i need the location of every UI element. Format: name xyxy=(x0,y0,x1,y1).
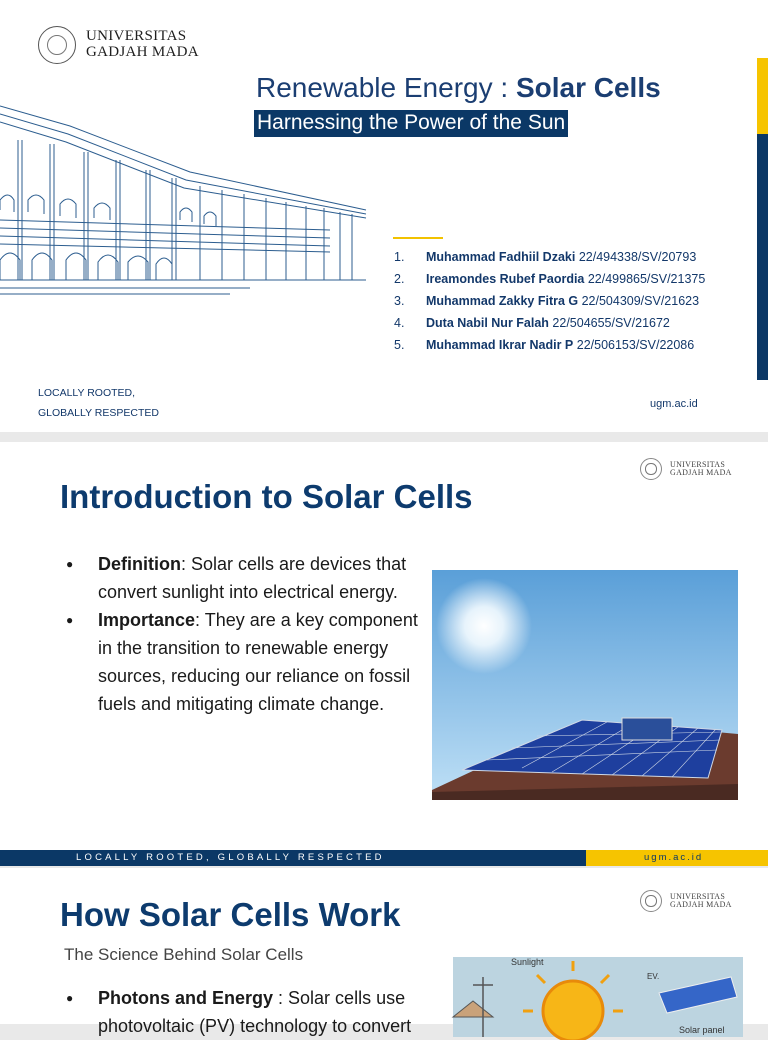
title-bold: Solar Cells xyxy=(515,72,661,103)
label-solar-panel: Solar panel xyxy=(679,1025,725,1035)
footer-url[interactable]: ugm.ac.id xyxy=(586,850,768,866)
building-illustration-icon xyxy=(0,100,372,300)
intro-slide xyxy=(0,442,768,866)
logo-line-2: GADJAH MADA xyxy=(86,44,199,60)
footer-band xyxy=(0,850,768,866)
bullet-item: ● Photons and Energy : Solar cells use photovoltaic (PV) technology to convert xyxy=(64,984,444,1040)
ugm-seal-icon xyxy=(640,890,662,912)
author-item: 3. Muhammad Zakky Fitra G 22/504309/SV/21623 xyxy=(394,294,700,308)
label-ev: EV. xyxy=(647,972,660,981)
author-list xyxy=(394,249,705,359)
slide-subtitle: The Science Behind Solar Cells xyxy=(64,945,304,964)
logo-line-1: UNIVERSITAS xyxy=(86,28,187,45)
ugm-logo: UNIVERSITAS GADJAH MADA xyxy=(640,458,732,480)
author-item: 4. Duta Nabil Nur Falah 22/504655/SV/21672 xyxy=(394,316,670,330)
author-item: 1. Muhammad Fadhiil Dzaki 22/494338/SV/20793 xyxy=(394,250,697,264)
accent-bar-yellow xyxy=(757,58,768,134)
how-it-works-slide xyxy=(0,868,768,1036)
solar-roof-photo-icon xyxy=(432,570,738,800)
ugm-logo: UNIVERSITAS GADJAH MADA xyxy=(640,890,732,912)
bullet-item: ● Importance: They are a key component in the transition to renewable energy sources, reducing our reliance on fossil fuels and mitigating climate change. xyxy=(64,606,434,718)
title-regular: Renewable Energy : xyxy=(256,72,516,103)
title-slide xyxy=(0,0,768,432)
label-sunlight: Sunlight xyxy=(511,957,544,967)
bullet-list xyxy=(64,984,444,1040)
bullet-item: ● Definition: Solar cells are devices that convert sunlight into electrical energy. xyxy=(64,550,434,606)
bullet-list xyxy=(64,550,434,718)
author-item: 5. Muhammad Ikrar Nadir P 22/506153/SV/22086 xyxy=(394,338,695,352)
accent-bar-navy xyxy=(757,134,768,380)
author-divider xyxy=(393,237,443,239)
footer-tagline: LOCALLY ROOTED, GLOBALLY RESPECTED xyxy=(0,850,586,866)
ugm-seal-icon xyxy=(640,458,662,480)
slide-title: Introduction to Solar Cells xyxy=(60,478,473,515)
solar-diagram-icon xyxy=(453,957,743,1037)
tagline: LOCALLY ROOTED, GLOBALLY RESPECTED xyxy=(38,387,159,419)
slide-title: How Solar Cells Work xyxy=(60,896,401,933)
presentation-subtitle: Harnessing the Power of the Sun xyxy=(254,110,568,137)
ugm-seal-icon xyxy=(38,26,76,64)
author-item: 2. Ireamondes Rubef Paordia 22/499865/SV/21375 xyxy=(394,272,706,286)
website-link[interactable]: ugm.ac.id xyxy=(650,398,698,410)
ugm-logo xyxy=(38,26,199,64)
